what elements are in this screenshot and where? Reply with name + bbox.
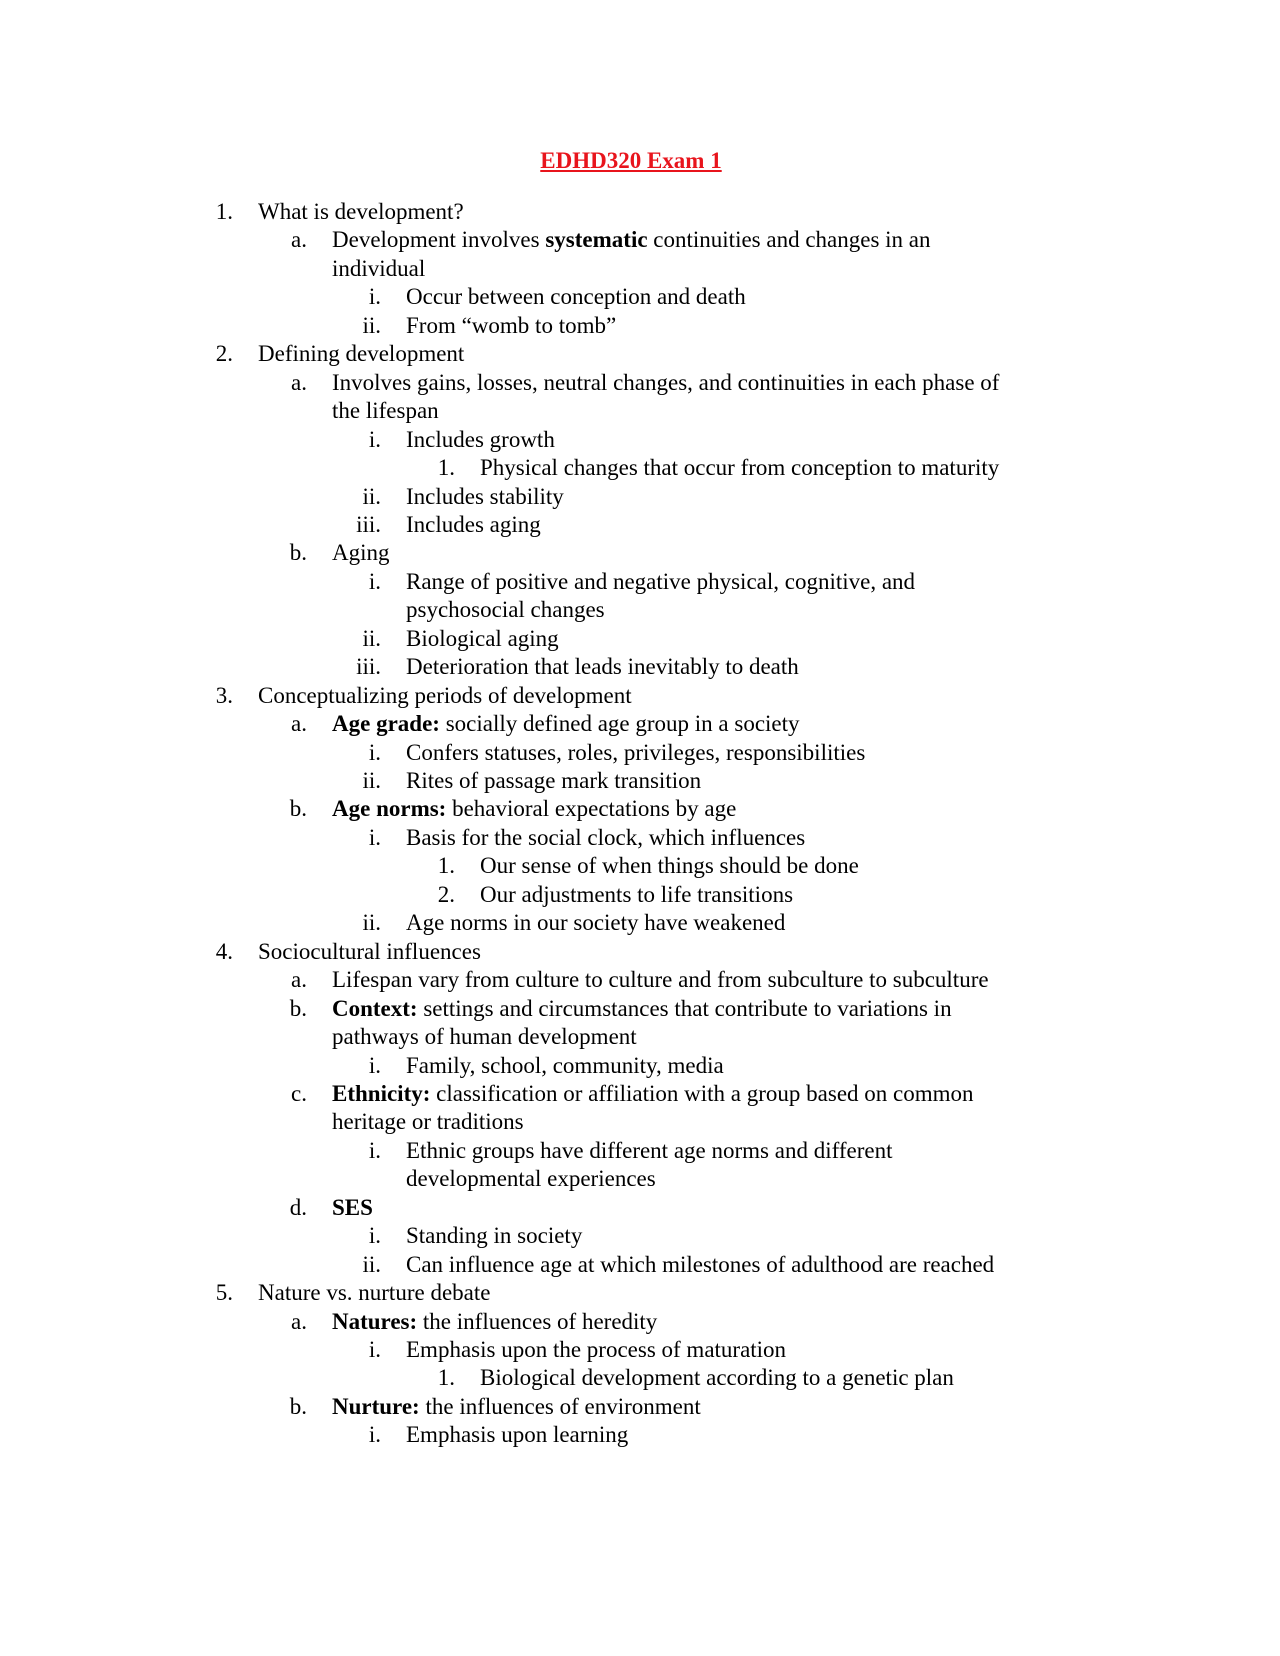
item-marker: i. <box>368 1138 381 1163</box>
item-text <box>332 795 736 823</box>
text-run: Sociocultural influences <box>258 939 481 964</box>
text-run: Development involves <box>332 227 546 252</box>
item-marker: 5. <box>215 1280 233 1305</box>
text-run: Ethnic groups have different age norms and different <box>406 1138 893 1163</box>
text-run: Can influence age at which milestones of adulthood are reached <box>406 1252 995 1277</box>
bold-term: systematic <box>545 227 648 252</box>
item-marker: d. <box>289 1195 307 1220</box>
text-run: Emphasis upon the process of maturation <box>406 1337 787 1362</box>
item-marker: i. <box>368 427 381 452</box>
item-marker: a. <box>291 227 307 252</box>
item-text <box>258 340 464 368</box>
item-text <box>406 283 746 311</box>
item-text <box>258 198 464 226</box>
item-marker: 1. <box>437 1365 455 1390</box>
item-marker: b. <box>289 796 307 821</box>
text-run: What is development? <box>258 199 464 224</box>
item-marker: 1. <box>437 455 455 480</box>
item-text <box>332 539 390 567</box>
document-title: EDHD320 Exam 1 <box>540 148 722 173</box>
bold-term: Age grade: <box>332 711 440 736</box>
item-text <box>406 1165 656 1193</box>
text-run: Biological aging <box>406 626 559 651</box>
text-run: developmental experiences <box>406 1166 656 1191</box>
item-text <box>406 909 785 937</box>
text-run: Lifespan vary from culture to culture and from subculture to subculture <box>332 967 989 992</box>
item-marker: b. <box>289 1394 307 1419</box>
item-marker: 1. <box>215 199 233 224</box>
text-run: psychosocial changes <box>406 597 605 622</box>
text-run: Occur between conception and death <box>406 284 746 309</box>
item-marker: iii. <box>356 512 381 537</box>
item-text <box>406 1052 724 1080</box>
item-text <box>406 596 605 624</box>
item-text <box>406 1251 994 1279</box>
item-text <box>406 739 865 767</box>
item-text <box>332 1108 524 1136</box>
text-run: Physical changes that occur from conception to maturity <box>480 455 1000 480</box>
text-run: Deterioration that leads inevitably to death <box>406 654 799 679</box>
item-text <box>332 995 952 1023</box>
item-marker: a. <box>291 370 307 395</box>
item-text <box>332 1393 701 1421</box>
item-marker: i. <box>368 740 381 765</box>
item-text <box>332 369 999 397</box>
text-run: Our adjustments to life transitions <box>480 882 794 907</box>
item-text <box>406 625 559 653</box>
item-marker: 3. <box>215 683 233 708</box>
item-marker: b. <box>289 996 307 1021</box>
text-run: Confers statuses, roles, privileges, responsibilities <box>406 740 866 765</box>
text-run: pathways of human development <box>332 1024 637 1049</box>
text-run: the lifespan <box>332 398 439 423</box>
item-text <box>480 852 859 880</box>
item-text <box>406 1421 628 1449</box>
item-marker: a. <box>291 711 307 736</box>
text-run: Nature vs. nurture debate <box>258 1280 491 1305</box>
item-text <box>332 226 931 254</box>
item-text <box>406 1222 582 1250</box>
bold-term: Context: <box>332 996 418 1021</box>
item-marker: i. <box>368 1223 381 1248</box>
item-text <box>332 397 439 425</box>
text-run: Includes aging <box>406 512 541 537</box>
item-text <box>258 938 481 966</box>
item-marker: a. <box>291 967 307 992</box>
item-text <box>406 1137 892 1165</box>
item-marker: 2. <box>215 341 233 366</box>
text-run: Biological development according to a genetic plan <box>480 1365 954 1390</box>
item-marker: ii. <box>362 313 381 338</box>
text-run: Defining development <box>258 341 465 366</box>
text-run: Our sense of when things should be done <box>480 853 859 878</box>
item-text <box>406 426 555 454</box>
item-text <box>406 767 701 795</box>
text-run: Rites of passage mark transition <box>406 768 702 793</box>
text-run: settings and circumstances that contribute to variations in <box>417 996 952 1021</box>
text-run: individual <box>332 256 426 281</box>
item-text <box>406 312 616 340</box>
text-run: Includes stability <box>406 484 564 509</box>
text-run: Aging <box>332 540 390 565</box>
bold-term: Ethnicity: <box>332 1081 431 1106</box>
item-marker: iii. <box>356 654 381 679</box>
text-run: Range of positive and negative physical, cognitive, and <box>406 569 916 594</box>
item-text <box>332 966 989 994</box>
item-marker: i. <box>368 569 381 594</box>
bold-term: Natures: <box>332 1309 418 1334</box>
item-marker: 4. <box>215 939 233 964</box>
item-marker: ii. <box>362 626 381 651</box>
item-text <box>480 881 793 909</box>
bold-term: Age norms: <box>332 796 447 821</box>
item-marker: i. <box>368 1053 381 1078</box>
item-marker: ii. <box>362 484 381 509</box>
item-marker: i. <box>368 284 381 309</box>
item-text <box>332 710 800 738</box>
item-text <box>406 483 564 511</box>
item-text <box>258 682 632 710</box>
bold-term: SES <box>332 1195 373 1220</box>
text-run: Age norms in our society have weakened <box>406 910 786 935</box>
item-marker: c. <box>291 1081 307 1106</box>
item-text <box>406 1336 786 1364</box>
item-marker: ii. <box>362 910 381 935</box>
text-run: Conceptualizing periods of development <box>258 683 632 708</box>
text-run: Emphasis upon learning <box>406 1422 629 1447</box>
item-text <box>480 1364 954 1392</box>
text-run: socially defined age group in a society <box>439 711 800 736</box>
item-marker: i. <box>368 1337 381 1362</box>
item-text <box>406 511 541 539</box>
item-text <box>406 824 805 852</box>
item-text <box>332 1080 974 1108</box>
text-run: heritage or traditions <box>332 1109 524 1134</box>
item-text <box>406 653 799 681</box>
item-text <box>332 1308 657 1336</box>
text-run: From “womb to tomb” <box>406 313 617 338</box>
item-text <box>480 454 999 482</box>
item-text <box>332 1023 637 1051</box>
item-marker: b. <box>289 540 307 565</box>
text-run: continuities and changes in an <box>647 227 931 252</box>
text-run: behavioral expectations by age <box>446 796 737 821</box>
text-run: Family, school, community, media <box>406 1053 724 1078</box>
item-text <box>406 568 915 596</box>
item-text <box>258 1279 490 1307</box>
text-run: Basis for the social clock, which influences <box>406 825 806 850</box>
item-text <box>332 1194 373 1222</box>
item-marker: i. <box>368 1422 381 1447</box>
text-run: Includes growth <box>406 427 555 452</box>
item-marker: 1. <box>437 853 455 878</box>
text-run: the influences of environment <box>419 1394 701 1419</box>
item-marker: a. <box>291 1309 307 1334</box>
text-run: Standing in society <box>406 1223 583 1248</box>
text-run: Involves gains, losses, neutral changes, and continuities in each phase of <box>332 370 1000 395</box>
item-marker: ii. <box>362 768 381 793</box>
item-marker: ii. <box>362 1252 381 1277</box>
text-run: classification or affiliation with a group based on common <box>430 1081 974 1106</box>
item-marker: 2. <box>437 882 455 907</box>
item-text <box>332 255 425 283</box>
item-marker: i. <box>368 825 381 850</box>
bold-term: Nurture: <box>332 1394 420 1419</box>
text-run: the influences of heredity <box>417 1309 658 1334</box>
